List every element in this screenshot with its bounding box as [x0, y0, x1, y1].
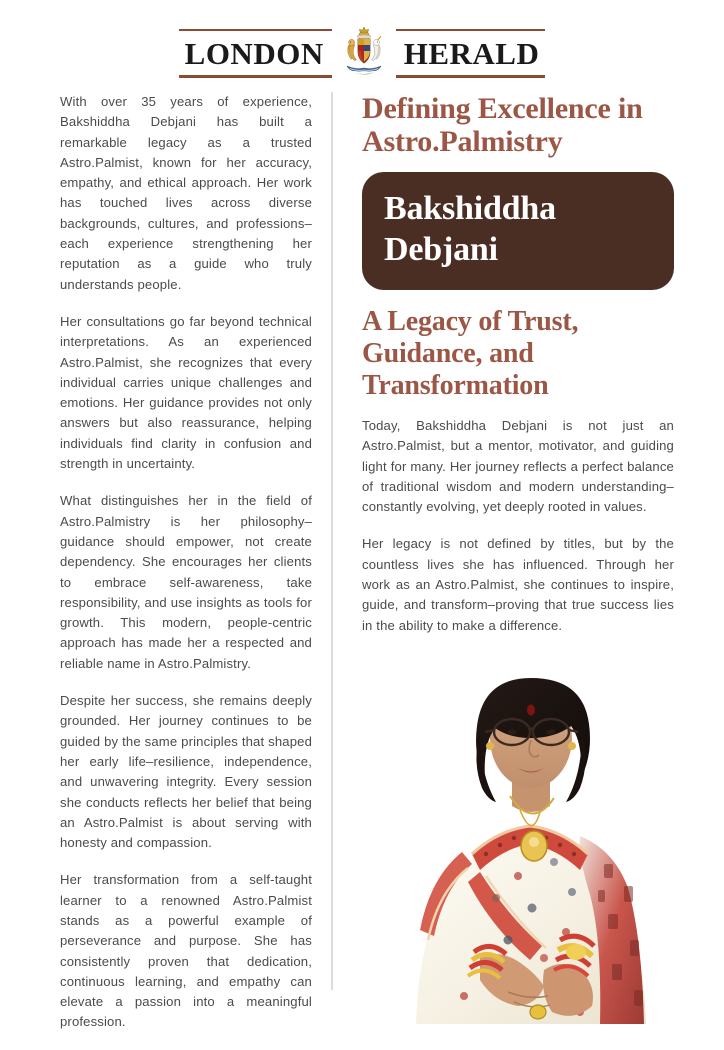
left-paragraph-5: Her transformation from a self-taught learner to a renowned Astro.Palmist stands as a powerful example of perseverance and purpose. She has consistently proven that dedication, continuous learning, and empathy can elevate a passion into a meaningful profession. [60, 872, 312, 1030]
left-paragraph-4: Despite her success, she remains deeply grounded. Her journey continues to be guided by the same principles that shaped her early life–resilience, independence, and unwavering integrity. Every session she conducts reflects her belief that being an Astro.Palmist is about serving with honesty and compassion. [60, 693, 312, 851]
feature-name: Bakshiddha Debjani [384, 190, 556, 268]
right-column [362, 92, 674, 653]
column-divider [331, 92, 333, 990]
right-paragraph-2: Her legacy is not defined by titles, but by the countless lives she has influenced. Through her work as an Astro.Palmist, she continues to inspire, guide, and transform–proving that true success lies in the ability to make a difference. [362, 536, 674, 633]
masthead-word-london: LONDON [177, 29, 332, 78]
left-paragraph-2: Her consultations go far beyond technical interpretations. As an experienced Astro.Palmist, she recognizes that every individual carries unique challenges and emotions. Her guidance provides not only answers but also reassurance, helping individuals find clarity in confusion and strength in uncertainty. [60, 313, 312, 472]
masthead [0, 22, 724, 84]
feature-name-box [362, 172, 674, 290]
royal-coat-of-arms-icon [340, 25, 388, 81]
left-paragraph-3: What distinguishes her in the field of Astro.Palmistry is her philosophy–guidance should empower, not create dependency. She encourages her clients to embrace self-awareness, take responsibility, and use insights as tools for growth. This modern, people-centric approach has made her a respected and reliable name in Astro.Palmistry. [60, 493, 312, 671]
masthead-inner [177, 25, 548, 81]
article-headline: Defining Excellence in Astro.Palmistry [362, 92, 643, 158]
right-paragraph-1: Today, Bakshiddha Debjani is not just an Astro.Palmist, but a mentor, motivator, and guiding light for many. Her journey reflects a perfect balance of traditional wisdom and modern understanding–constantly evolving, yet deeply rooted in values. [362, 418, 674, 515]
portrait-photo-bakshiddha-debjani [368, 640, 698, 1024]
masthead-word-herald: HERALD [396, 29, 548, 78]
left-paragraph-1: With over 35 years of experience, Bakshiddha Debjani has built a remarkable legacy as a trusted Astro.Palmist, known for her accuracy, empathy, and ethical approach. Her work has touched lives across diverse backgrounds, cultures, and professions–each experience strengthening her reputation as a guide who truly understands people. [60, 94, 312, 292]
left-column [60, 92, 312, 1050]
article-subheading: A Legacy of Trust, Guidance, and Transformation [362, 306, 579, 401]
